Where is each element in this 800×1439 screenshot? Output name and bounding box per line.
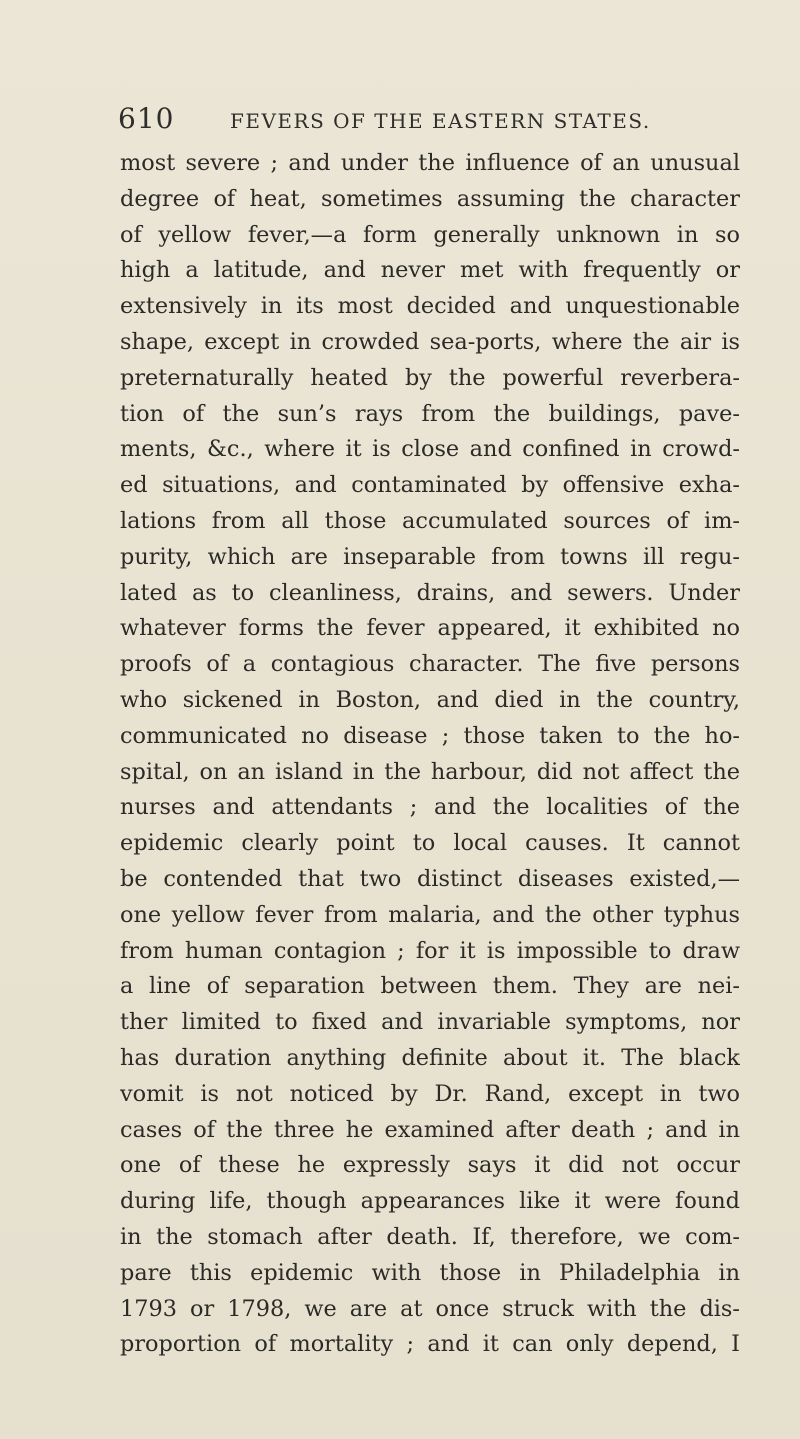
text-line: high a latitude, and never met with frequently or <box>120 257 740 284</box>
text-line: proportion of mortality ; and it can only depend, I <box>120 1331 740 1358</box>
text-line: a line of separation between them. They are nei- <box>120 973 740 1000</box>
text-line: ther limited to fixed and invariable symptoms, nor <box>120 1009 740 1036</box>
text-line: purity, which are inseparable from towns ill regu- <box>120 543 740 570</box>
text-line: ed situations, and contaminated by offensive exha- <box>120 472 740 499</box>
text-line: has duration anything definite about it. The black <box>120 1044 740 1071</box>
text-line: from human contagion ; for it is impossible to draw <box>120 937 740 964</box>
page-number: 610 <box>118 102 175 135</box>
text-line: lated as to cleanliness, drains, and sewers. Under <box>120 579 740 606</box>
text-line: cases of the three he examined after death ; and in <box>120 1116 740 1143</box>
text-line: extensively in its most decided and unquestionable <box>120 293 740 320</box>
text-line: ments, &c., where it is close and confined in crowd- <box>120 436 740 463</box>
text-line: in the stomach after death. If, therefore, we com- <box>120 1223 740 1250</box>
text-line: preternaturally heated by the powerful reverbera- <box>120 364 740 391</box>
text-line: degree of heat, sometimes assuming the character <box>120 185 740 212</box>
text-line: 1793 or 1798, we are at once struck with the dis- <box>120 1295 740 1322</box>
body-text <box>120 146 740 1363</box>
text-line: communicated no disease ; those taken to the ho- <box>120 722 740 749</box>
text-line: nurses and attendants ; and the localities of the <box>120 794 740 821</box>
text-line: whatever forms the fever appeared, it exhibited no <box>120 615 740 642</box>
text-line: proofs of a contagious character. The five persons <box>120 651 740 678</box>
text-line: shape, except in crowded sea-ports, where the air is <box>120 328 740 355</box>
text-line: most severe ; and under the influence of an unusual <box>120 150 740 176</box>
running-title: FEVERS OF THE EASTERN STATES. <box>230 109 651 133</box>
text-line: tion of the sun’s rays from the buildings, pave- <box>120 400 740 427</box>
text-line: vomit is not noticed by Dr. Rand, except in two <box>120 1080 740 1107</box>
text-line: who sickened in Boston, and died in the country, <box>120 686 740 713</box>
text-line: lations from all those accumulated sources of im- <box>120 507 740 534</box>
text-line: epidemic clearly point to local causes. It cannot <box>120 830 740 857</box>
text-line: be contended that two distinct diseases existed,— <box>120 865 740 892</box>
text-line: one yellow fever from malaria, and the other typhus <box>120 901 740 928</box>
text-line: one of these he expressly says it did not occur <box>120 1152 740 1179</box>
text-line: during life, though appearances like it were found <box>120 1188 740 1215</box>
text-line: pare this epidemic with those in Philadelphia in <box>120 1259 740 1286</box>
text-line: spital, on an island in the harbour, did not affect the <box>120 758 740 785</box>
text-line: of yellow fever,—a form generally unknown in so <box>120 221 740 248</box>
running-head <box>118 102 730 142</box>
